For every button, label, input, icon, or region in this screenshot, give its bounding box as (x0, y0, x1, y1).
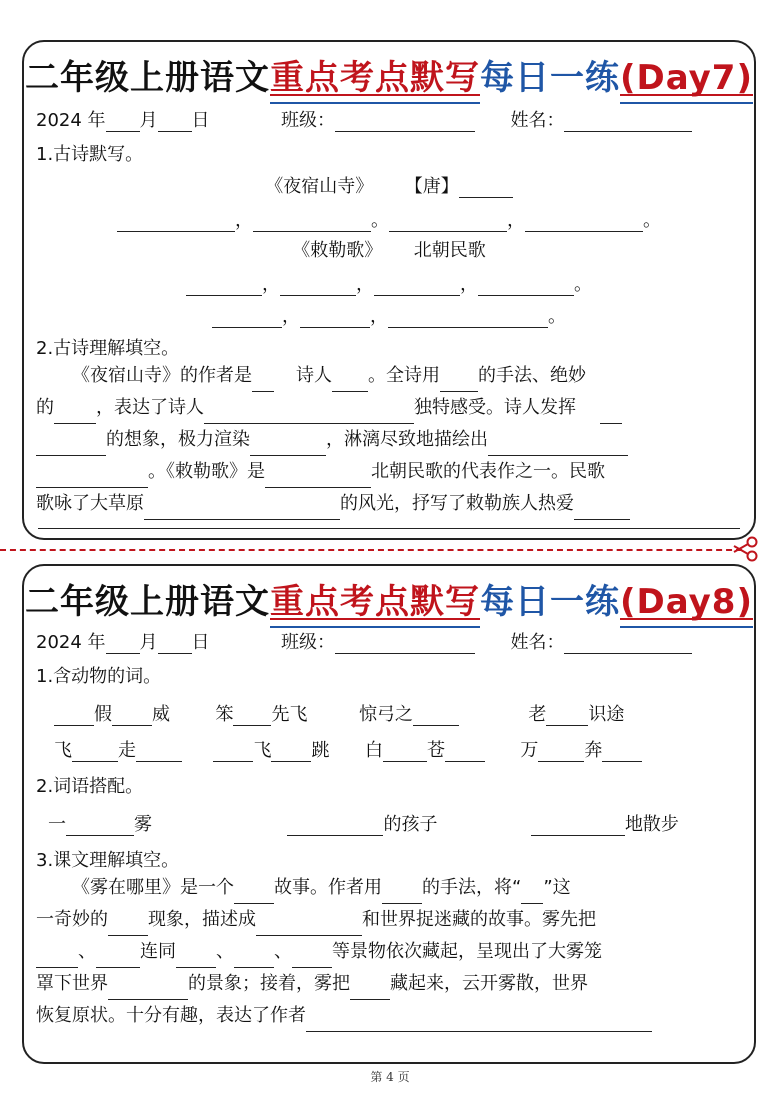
day-label: 日 (191, 632, 210, 653)
punct: 。 (643, 210, 661, 231)
title-grade: 二年级上册语文 (24, 582, 270, 622)
text: 的景象；接着，雾把 (188, 973, 350, 994)
paragraph-line (36, 392, 740, 424)
class-label: 班级： (281, 632, 335, 653)
text: 罩下世界 (36, 973, 108, 994)
answer-blank[interactable] (531, 817, 625, 836)
text: ”这 (543, 877, 571, 898)
poem-dynasty: 【唐】 (404, 176, 459, 197)
paragraph-line (36, 456, 740, 488)
day-field[interactable] (158, 635, 192, 654)
answer-blank[interactable] (382, 885, 422, 904)
day-label: 日 (191, 110, 210, 131)
answer-blank[interactable] (144, 501, 340, 520)
answer-blank[interactable] (332, 373, 368, 392)
worksheet-title (24, 50, 754, 99)
answer-blank[interactable] (374, 277, 460, 296)
year-label: 2024 年 (36, 632, 106, 653)
answer-blank[interactable] (287, 817, 383, 836)
answer-blank[interactable] (54, 707, 94, 726)
month-field[interactable] (106, 113, 140, 132)
answer-line[interactable] (38, 528, 740, 529)
fill-paragraph (36, 360, 740, 520)
answer-blank[interactable] (36, 437, 106, 456)
word-match-row (48, 810, 742, 836)
text: 的想象，极力渲染 (106, 429, 250, 450)
title-focus: 重点考点默写 (269, 58, 480, 98)
text: 惊弓之 (358, 704, 413, 725)
answer-blank[interactable] (292, 949, 332, 968)
answer-blank[interactable] (265, 469, 371, 488)
punct: ， (282, 306, 300, 327)
punct: ， (356, 274, 374, 295)
punct: 。 (574, 274, 592, 295)
answer-blank[interactable] (445, 743, 485, 762)
answer-blank[interactable] (108, 981, 188, 1000)
answer-blank[interactable] (256, 917, 362, 936)
header-row (36, 628, 742, 654)
answer-blank[interactable] (478, 277, 574, 296)
text: 的风光，抒写了敕勒族人热爱 (340, 493, 574, 514)
answer-blank[interactable] (136, 743, 182, 762)
answer-blank[interactable] (602, 743, 642, 762)
punct: ， (507, 210, 525, 231)
answer-blank[interactable] (233, 707, 271, 726)
title-daily: 每日一练 (479, 582, 620, 622)
punct: ， (235, 210, 253, 231)
text: 、 (78, 941, 96, 962)
answer-blank[interactable] (350, 981, 390, 1000)
answer-blank[interactable] (280, 277, 356, 296)
text: 假 (94, 704, 112, 725)
answer-blank[interactable] (521, 885, 543, 904)
answer-blank[interactable] (36, 949, 78, 968)
text: 诗人 (296, 365, 332, 386)
text: 雾 (134, 814, 152, 835)
text: 《夜宿山寺》的作者是 (72, 365, 252, 386)
text: 《雾在哪里》是一个 (72, 877, 234, 898)
idiom-row-1 (54, 700, 742, 726)
name-field[interactable] (564, 635, 692, 654)
text: 笨 (215, 704, 234, 725)
answer-blank[interactable] (488, 437, 628, 456)
text: 等景物依次藏起，呈现出了大雾笼 (332, 941, 602, 962)
title-day: (Day8) (619, 582, 754, 622)
section-heading: 2.古诗理解填空。 (36, 338, 180, 359)
poet-field[interactable] (459, 179, 513, 198)
answer-blank[interactable] (36, 469, 148, 488)
answer-blank[interactable] (72, 743, 118, 762)
poem2-lines-1 (36, 270, 742, 296)
text: 白 (364, 740, 383, 761)
text: 的 (36, 397, 54, 418)
paragraph-line (36, 424, 740, 456)
cut-line (0, 549, 742, 551)
text: ，淋漓尽致地描绘出 (326, 429, 488, 450)
text: 北朝民歌的代表作之一。民歌 (371, 461, 605, 482)
text: 连同 (140, 941, 176, 962)
paragraph-line (36, 936, 740, 968)
answer-blank[interactable] (250, 437, 326, 456)
answer-blank[interactable] (413, 707, 459, 726)
day-field[interactable] (158, 113, 192, 132)
section-heading: 1.古诗默写。 (36, 144, 144, 165)
title-grade: 二年级上册语文 (24, 58, 270, 98)
text: 故事。作者用 (274, 877, 382, 898)
text: 。《敕勒歌》是 (148, 461, 265, 482)
text: 威 (152, 704, 170, 725)
answer-blank[interactable] (300, 309, 370, 328)
poem-title: 《夜宿山寺》 (265, 176, 374, 197)
answer-blank[interactable] (96, 949, 140, 968)
answer-blank[interactable] (600, 405, 622, 424)
punct: ， (262, 274, 280, 295)
text: 的手法、绝妙 (478, 365, 586, 386)
text: 独特感受。诗人发挥 (414, 397, 576, 418)
name-field[interactable] (564, 113, 692, 132)
section-heading: 1.含动物的词。 (36, 666, 162, 687)
text: 奔 (584, 740, 603, 761)
text: 识途 (588, 704, 625, 725)
worksheet-day7 (22, 40, 756, 540)
poem2-lines-2 (36, 302, 742, 328)
answer-blank[interactable] (574, 501, 630, 520)
punct: ， (370, 306, 388, 327)
answer-blank[interactable] (538, 743, 584, 762)
section-heading: 2.词语搭配。 (36, 776, 144, 797)
text: 跳 (311, 740, 330, 761)
answer-blank[interactable] (306, 1013, 652, 1032)
answer-blank[interactable] (252, 373, 274, 392)
text: 老 (528, 704, 547, 725)
poem1-title-row (36, 172, 742, 198)
month-label: 月 (139, 632, 158, 653)
text: 。全诗用 (368, 365, 440, 386)
answer-blank[interactable] (117, 213, 235, 232)
answer-blank[interactable] (112, 707, 152, 726)
class-label: 班级： (281, 110, 335, 131)
paragraph-line (36, 360, 740, 392)
answer-blank[interactable] (389, 213, 507, 232)
answer-blank[interactable] (440, 373, 478, 392)
text: 飞 (253, 740, 272, 761)
title-day: (Day7) (619, 58, 754, 98)
answer-blank[interactable] (66, 817, 134, 836)
answer-blank[interactable] (212, 309, 282, 328)
paragraph-line (36, 488, 740, 520)
class-field[interactable] (335, 113, 475, 132)
name-label: 姓名： (510, 110, 565, 131)
title-focus: 重点考点默写 (269, 582, 480, 622)
poem1-lines (36, 206, 742, 232)
text: 藏起来，云开雾散，世界 (390, 973, 588, 994)
month-label: 月 (139, 110, 158, 131)
worksheet-day8 (22, 564, 756, 1064)
text: 和世界捉迷藏的故事。雾先把 (362, 909, 596, 930)
year-label: 2024 年 (36, 110, 106, 131)
answer-blank[interactable] (388, 309, 548, 328)
page-number: 第 4 页 (370, 1070, 410, 1084)
poem-title: 《敕勒歌》 (292, 240, 383, 261)
worksheet-title (24, 574, 754, 623)
text: 走 (118, 740, 136, 761)
text: 地散步 (624, 814, 679, 835)
answer-blank[interactable] (383, 743, 427, 762)
text: 万 (520, 740, 539, 761)
text: 现象，描述成 (148, 909, 256, 930)
answer-blank[interactable] (234, 949, 274, 968)
scissors-icon (732, 536, 762, 562)
poem-dynasty: 北朝民歌 (413, 240, 486, 261)
punct: 。 (371, 210, 389, 231)
header-row (36, 106, 742, 132)
class-field[interactable] (335, 635, 475, 654)
paragraph-line (36, 872, 740, 904)
answer-blank[interactable] (204, 405, 414, 424)
name-label: 姓名： (510, 632, 565, 653)
text: 苍 (426, 740, 445, 761)
text: 的孩子 (383, 814, 438, 835)
poem2-title-row (36, 236, 742, 262)
paragraph-line (36, 968, 740, 1000)
answer-blank[interactable] (234, 885, 274, 904)
answer-blank[interactable] (108, 917, 148, 936)
text: 一奇妙的 (36, 909, 108, 930)
answer-blank[interactable] (271, 743, 311, 762)
text: 飞 (54, 740, 72, 761)
text: 的手法，将“ (422, 877, 522, 898)
idiom-row-2 (54, 736, 742, 762)
paragraph-line (36, 1000, 740, 1032)
answer-blank[interactable] (186, 277, 262, 296)
section-heading: 3.课文理解填空。 (36, 850, 180, 871)
answer-blank[interactable] (213, 743, 253, 762)
text: 恢复原状。十分有趣，表达了作者 (36, 1005, 306, 1026)
text: 先飞 (271, 704, 308, 725)
fill-paragraph (36, 872, 740, 1032)
text: 一 (48, 814, 66, 835)
answer-blank[interactable] (525, 213, 643, 232)
text: ，表达了诗人 (96, 397, 204, 418)
answer-blank[interactable] (54, 405, 96, 424)
punct: ， (460, 274, 478, 295)
paragraph-line (36, 904, 740, 936)
answer-blank[interactable] (546, 707, 588, 726)
text: 、 (216, 941, 234, 962)
answer-blank[interactable] (253, 213, 371, 232)
month-field[interactable] (106, 635, 140, 654)
text: 、 (274, 941, 292, 962)
text: 歌咏了大草原 (36, 493, 144, 514)
title-daily: 每日一练 (479, 58, 620, 98)
answer-blank[interactable] (176, 949, 216, 968)
punct: 。 (548, 306, 566, 327)
